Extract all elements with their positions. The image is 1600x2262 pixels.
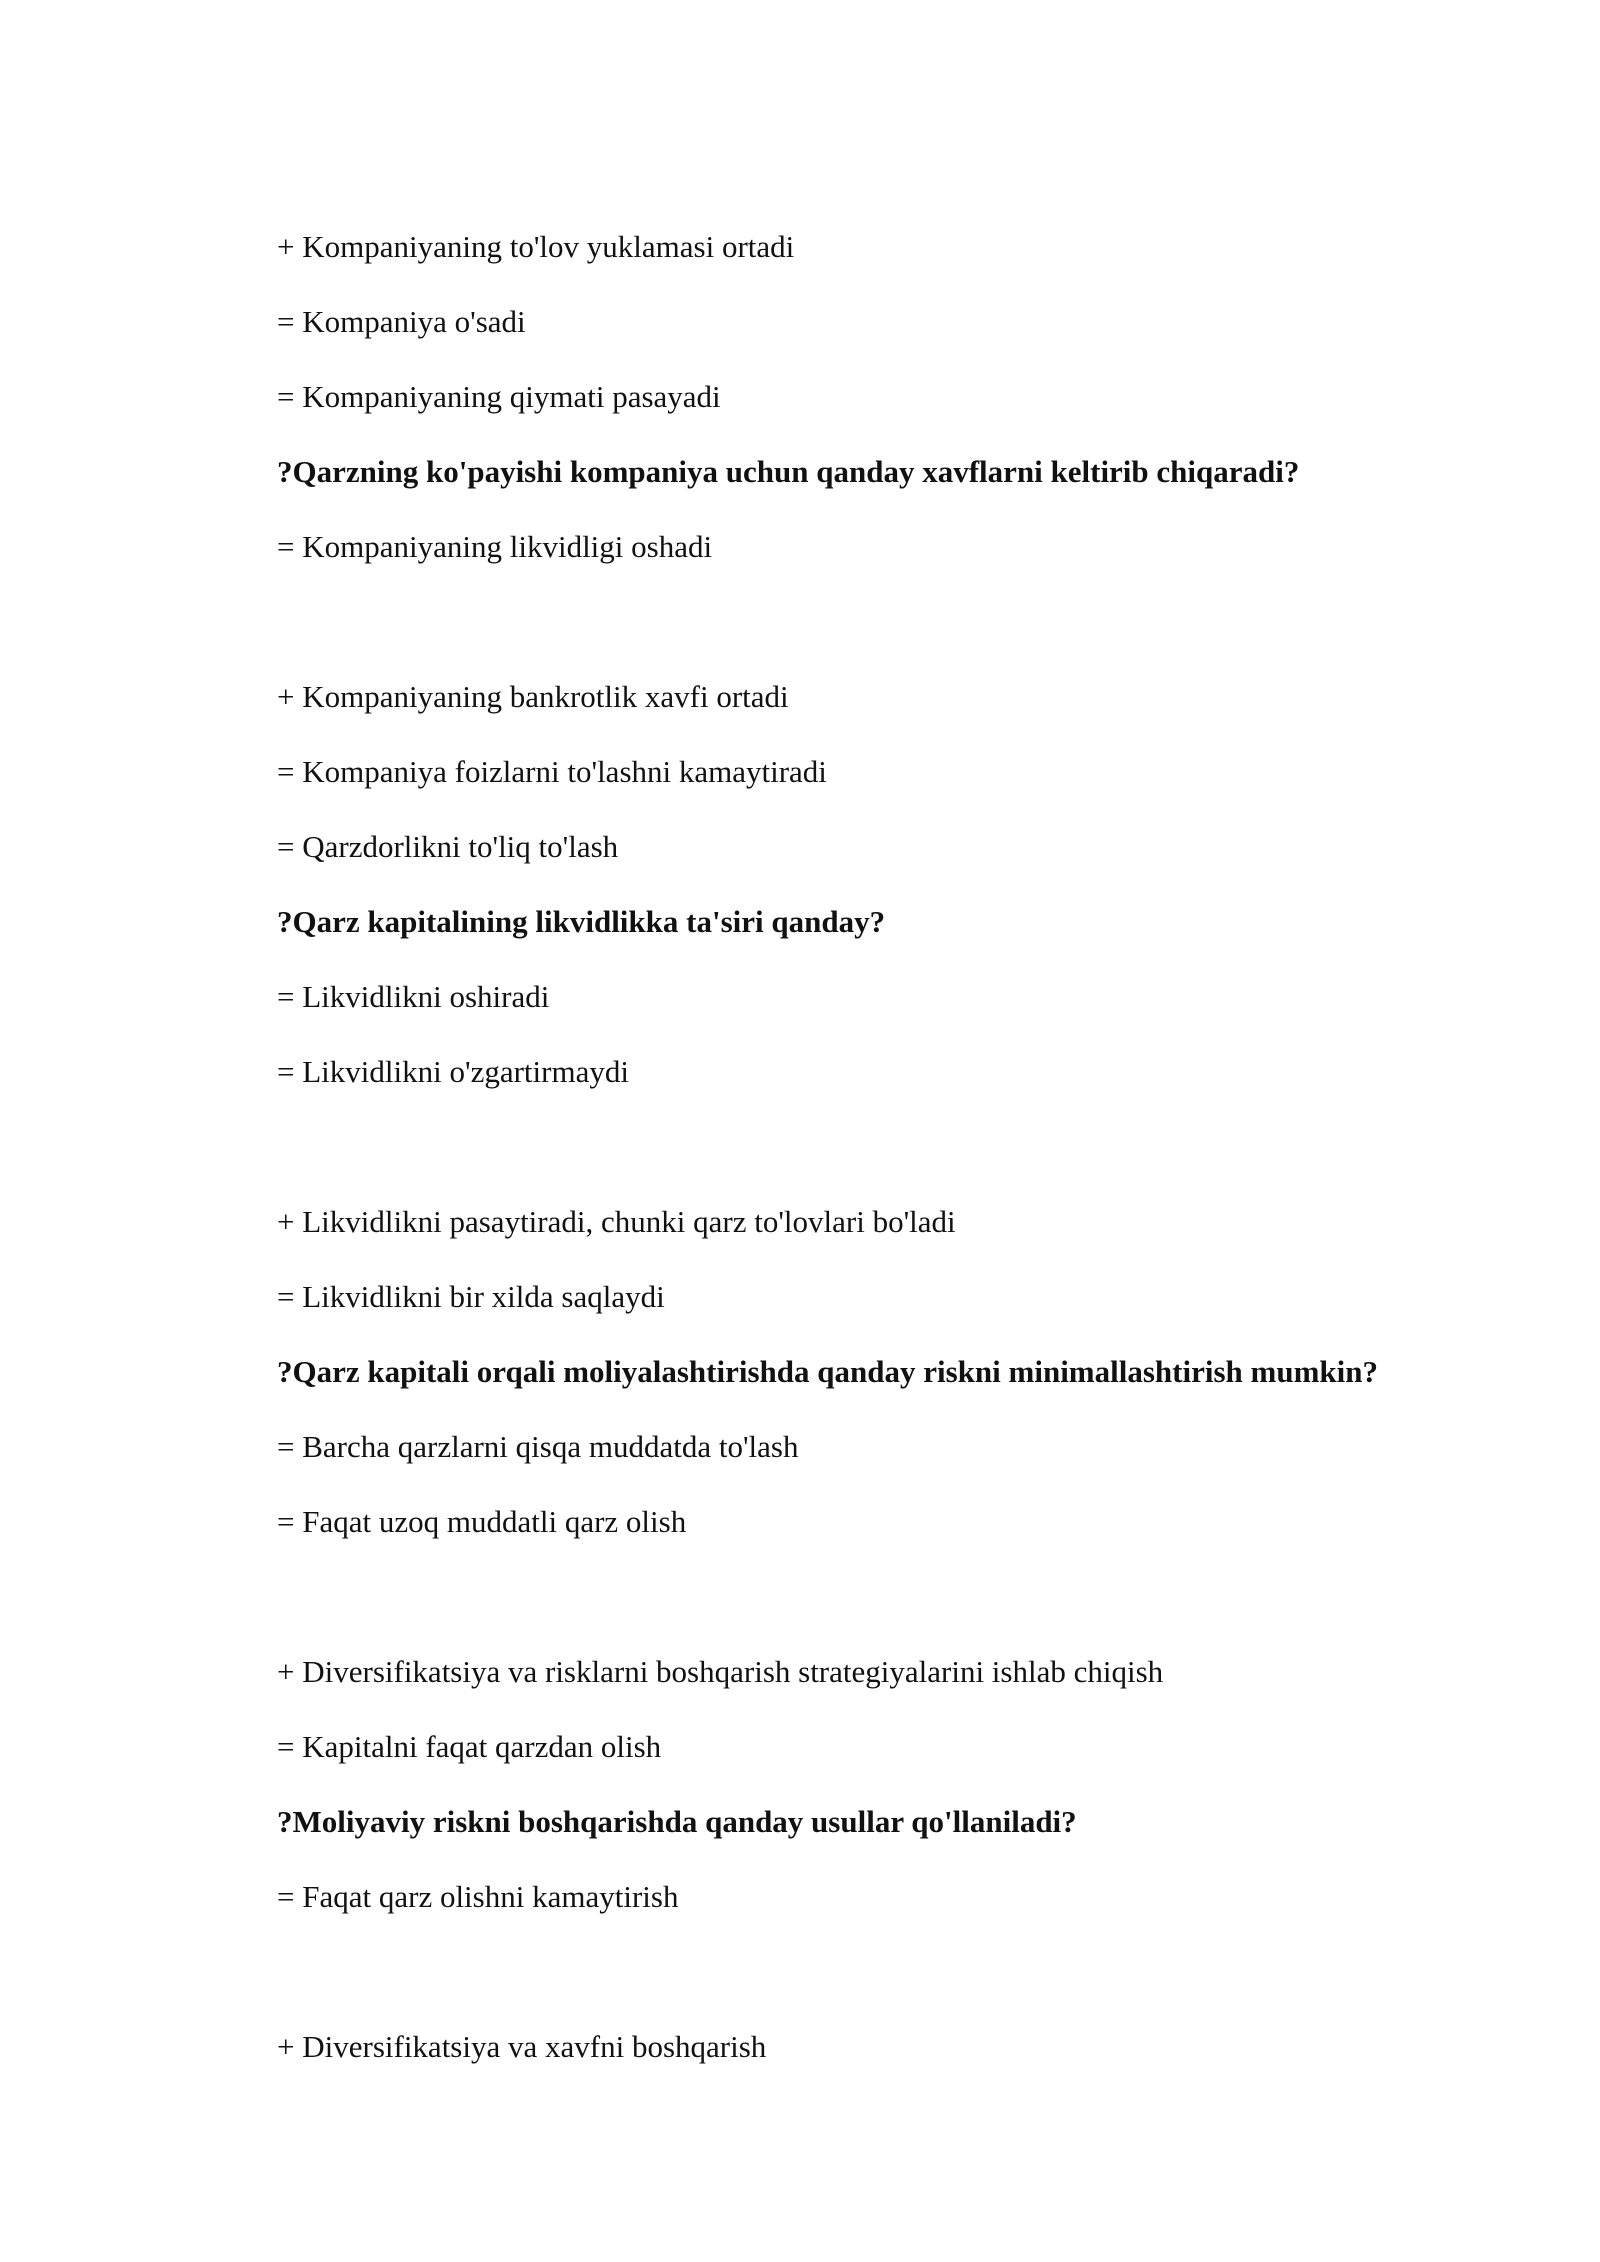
answer-option: + Diversifikatsiya va xavfni boshqarish [277,2029,767,2064]
answer-option: + Kompaniyaning bankrotlik xavfi ortadi [277,679,789,714]
question-heading: ?Moliyaviy riskni boshqarishda qanday usullar qo'llaniladi? [277,1804,1077,1839]
answer-option: = Faqat uzoq muddatli qarz olish [277,1504,687,1539]
answer-option: + Kompaniyaning to'lov yuklamasi ortadi [277,229,795,264]
answer-option: = Kompaniya o'sadi [277,304,526,339]
answer-option: = Qarzdorlikni to'liq to'lash [277,829,619,864]
answer-option: + Likvidlikni pasaytiradi, chunki qarz to'lovlari bo'ladi [277,1204,956,1239]
question-heading: ?Qarzning ko'payishi kompaniya uchun qanday xavflarni keltirib chiqaradi? [277,454,1300,489]
answer-option: = Kompaniya foizlarni to'lashni kamaytiradi [277,754,827,789]
answer-option: = Likvidlikni o'zgartirmaydi [277,1054,629,1089]
question-heading: ?Qarz kapitali orqali moliyalashtirishda qanday riskni minimallashtirish mumkin? [277,1354,1378,1389]
question-heading: ?Qarz kapitalining likvidlikka ta'siri qanday? [277,904,886,939]
answer-option: = Likvidlikni oshiradi [277,979,550,1014]
answer-option: + Diversifikatsiya va risklarni boshqarish strategiyalarini ishlab chiqish [277,1654,1164,1689]
answer-option: = Kompaniyaning qiymati pasayadi [277,379,721,414]
answer-option: = Likvidlikni bir xilda saqlaydi [277,1279,665,1314]
answer-option: = Faqat qarz olishni kamaytirish [277,1879,679,1914]
answer-option: = Kapitalni faqat qarzdan olish [277,1729,662,1764]
answer-option: = Kompaniyaning likvidligi oshadi [277,529,713,564]
answer-option: = Barcha qarzlarni qisqa muddatda to'lash [277,1429,799,1464]
